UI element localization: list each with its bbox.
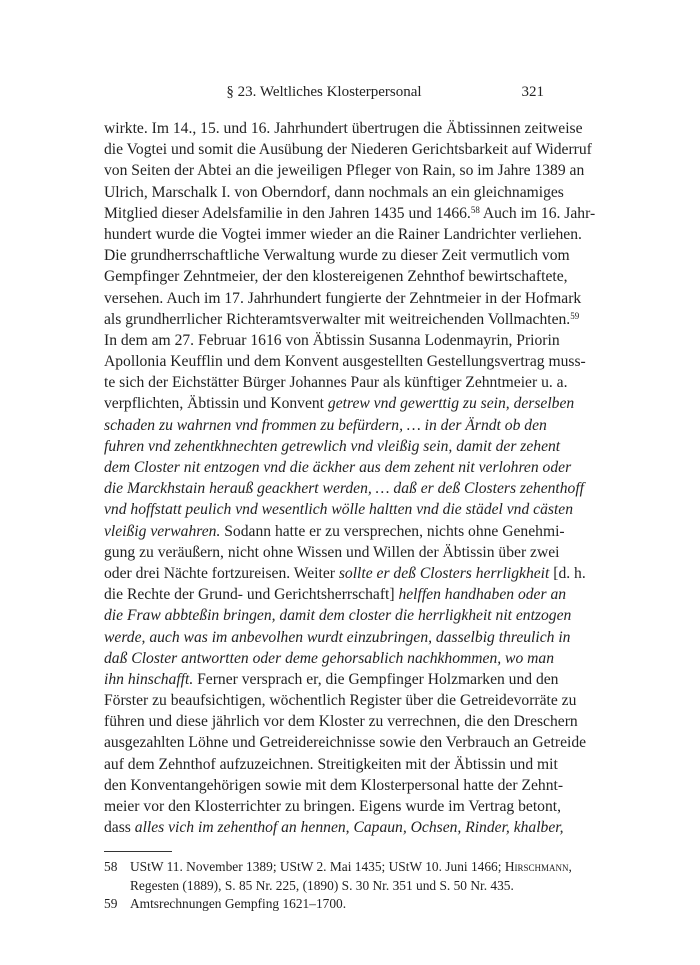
text-segment: Die grundherrschaftliche Verwaltung wurde zu dieser Zeit vermutlich vom xyxy=(104,247,570,265)
text-segment: dass xyxy=(104,819,135,837)
text-segment: die Vogtei und somit die Ausübung der Niederen Gerichtsbarkeit auf Widerruf xyxy=(104,141,592,159)
text-line xyxy=(104,605,572,626)
text-line xyxy=(104,627,571,648)
text-line xyxy=(104,542,560,563)
quote-text: ihn hinschafft. xyxy=(104,670,194,688)
page-number: 321 xyxy=(521,84,544,100)
text-segment: Ulrich, Marschalk I. von Oberndorf, dann nochmals an ein gleichnamiges xyxy=(104,183,564,201)
text-line xyxy=(104,732,587,753)
text-segment: gung zu veräußern, nicht ohne Wissen und Willen der Äbtissin über zwei xyxy=(104,543,560,561)
footnote-line xyxy=(130,895,544,914)
footnote-line xyxy=(130,858,572,877)
running-title: § 23. Weltliches Klosterpersonal xyxy=(226,84,422,100)
text-segment: von Seiten der Abtei an die jeweiligen Pfleger von Rain, so im Jahre 1389 an xyxy=(104,162,585,180)
text-segment: Förster zu beaufsichtigen, wöchentlich Register über die Getreidevorräte zu xyxy=(104,692,577,710)
footnote-number: 58 xyxy=(104,859,118,874)
text-segment: Apollonia Keufflin und dem Konvent ausgestellten Gestellungsvertrag muss- xyxy=(104,353,586,371)
footnote-ref: 58 xyxy=(470,204,480,215)
quote-text: die Fraw abbteßin bringen, damit dem closter die herrligkheit nit entzogen xyxy=(104,607,572,625)
text-segment: Mitglied dieser Adelsfamilie in den Jahren 1435 und 1466. xyxy=(104,204,471,222)
text-line xyxy=(104,309,580,330)
text-segment: verpflichten, Äbtissin und Konvent xyxy=(104,395,328,413)
text-line xyxy=(104,478,585,499)
text-line xyxy=(104,118,583,139)
quote-text: daß Closter antwortten oder deme gehorsablich nachkhommen, wo man xyxy=(104,649,555,667)
text-line xyxy=(104,393,575,414)
text-segment: als grundherrlicher Richteramtsverwalter mit weitreichenden Vollmachten. xyxy=(104,310,571,328)
text-line xyxy=(104,436,561,457)
footnote-ref: 59 xyxy=(570,310,580,321)
text-line xyxy=(104,330,560,351)
text-line xyxy=(104,521,565,542)
text-line xyxy=(104,690,577,711)
quote-text: vleißig verwahren. xyxy=(104,522,221,540)
footnote-line xyxy=(130,877,544,896)
text-segment: Amtsrechnungen Gempfing 1621–1700. xyxy=(130,896,347,912)
text-segment: den Konventangehörigen sowie mit dem Klosterpersonal hatte der Zehnt- xyxy=(104,776,564,794)
text-line xyxy=(104,499,574,520)
text-line xyxy=(104,224,582,245)
text-line xyxy=(104,817,564,838)
text-line xyxy=(104,415,547,436)
text-segment: [d. h. xyxy=(549,564,586,582)
quote-text: vnd hoffstatt peulich vnd wesentlich wölle haltten vnd die städel vnd cästen xyxy=(104,501,574,519)
text-segment: führen und diese jährlich vor dem Kloster zu verrechnen, die den Dreschern xyxy=(104,713,578,731)
quote-text: werde, auch was im anbevolhen wurdt einzubringen, dasselbig threulich in xyxy=(104,628,571,646)
author-name: Hirschmann, xyxy=(504,859,572,874)
text-segment: auf dem Zehnthof aufzuzeichnen. Streitigkeiten mit der Äbtissin und mit xyxy=(104,755,558,773)
quote-text: fuhren vnd zehentkhnechten getrewlich vnd vleißig sein, damit der zehent xyxy=(104,437,561,455)
running-head xyxy=(104,84,544,104)
text-line xyxy=(104,796,561,817)
text-line xyxy=(104,203,596,224)
text-segment: meier vor den Klosterrichter zu bringen. Eigens wurde im Vertrag betont, xyxy=(104,798,561,815)
text-segment: die Rechte der Grund- und Gerichtsherrschaft] xyxy=(104,586,399,604)
text-segment: Auch im 16. Jahr- xyxy=(479,204,596,222)
text-line xyxy=(104,711,578,732)
text-segment: Sodann hatte er zu versprechen, nichts ohne Genehmi- xyxy=(220,522,565,540)
quote-text: sollte er deß Closters herrligkheit xyxy=(338,564,550,582)
text-segment: Ferner versprach er, die Gempfinger Holzmarken und den xyxy=(193,670,559,688)
text-line xyxy=(104,775,564,796)
text-line xyxy=(104,139,592,160)
footnote-rule xyxy=(104,851,172,852)
text-line xyxy=(104,648,555,669)
footnote xyxy=(104,858,572,895)
text-line xyxy=(104,288,582,309)
text-line xyxy=(104,669,559,690)
text-line xyxy=(104,351,586,372)
quote-text: helffen handhaben oder an xyxy=(398,586,567,604)
text-line xyxy=(104,182,564,203)
text-segment: Gempfinger Zehntmeier, der den klostereigenen Zehnthof bewirtschaftete, xyxy=(104,268,568,286)
text-segment: hundert wurde die Vogtei immer wieder an die Rainer Landrichter verliehen. xyxy=(104,225,582,243)
text-line xyxy=(104,160,585,181)
footnote xyxy=(104,895,544,914)
text-segment: oder drei Nächte fortzureisen. Weiter xyxy=(104,564,339,582)
text-segment: wirkte. Im 14., 15. und 16. Jahrhundert übertrugen die Äbtissinnen zeitweise xyxy=(104,120,583,137)
text-segment: versehen. Auch im 17. Jahrhundert fungierte der Zehntmeier in der Hofmark xyxy=(104,289,582,307)
text-line xyxy=(104,245,570,266)
text-segment: UStW 11. November 1389; UStW 2. Mai 1435; UStW 10. Juni 1466; xyxy=(130,859,505,874)
quote-text: alles vich im zehenthof an hennen, Capaun, Ochsen, Rinder, khalber, xyxy=(134,819,564,837)
text-segment: In dem am 27. Februar 1616 von Äbtissin Susanna Lodenmayrin, Priorin xyxy=(104,331,560,349)
quote-text: dem Closter nit entzogen vnd die äckher aus dem zehent nit verlohren oder xyxy=(104,459,572,476)
quote-text: die Marckhstain herauß geackhert werden, … daß er deß Closters zehenthoff xyxy=(104,480,585,498)
text-line xyxy=(104,266,568,287)
body-text xyxy=(104,118,596,838)
footnote-number: 59 xyxy=(104,896,118,912)
text-segment: Regesten (1889), S. 85 Nr. 225, (1890) S. 30 Nr. 351 und S. 50 Nr. 435. xyxy=(130,877,514,893)
text-line xyxy=(104,754,558,775)
text-line xyxy=(104,584,567,605)
quote-text: getrew vnd gewerttig zu sein, derselben xyxy=(327,395,575,413)
text-line xyxy=(104,563,586,584)
text-line xyxy=(104,372,568,393)
text-line xyxy=(104,457,572,478)
footnotes xyxy=(104,858,572,914)
text-segment: ausgezahlten Löhne und Getreidereichnisse sowie den Verbrauch an Getreide xyxy=(104,734,587,752)
quote-text: schaden zu wahrnen vnd frommen zu befürdern, … in der Ärndt ob den xyxy=(104,416,547,434)
text-segment: te sich der Eichstätter Bürger Johannes Paur als künftiger Zehntmeier u. a. xyxy=(104,374,568,392)
